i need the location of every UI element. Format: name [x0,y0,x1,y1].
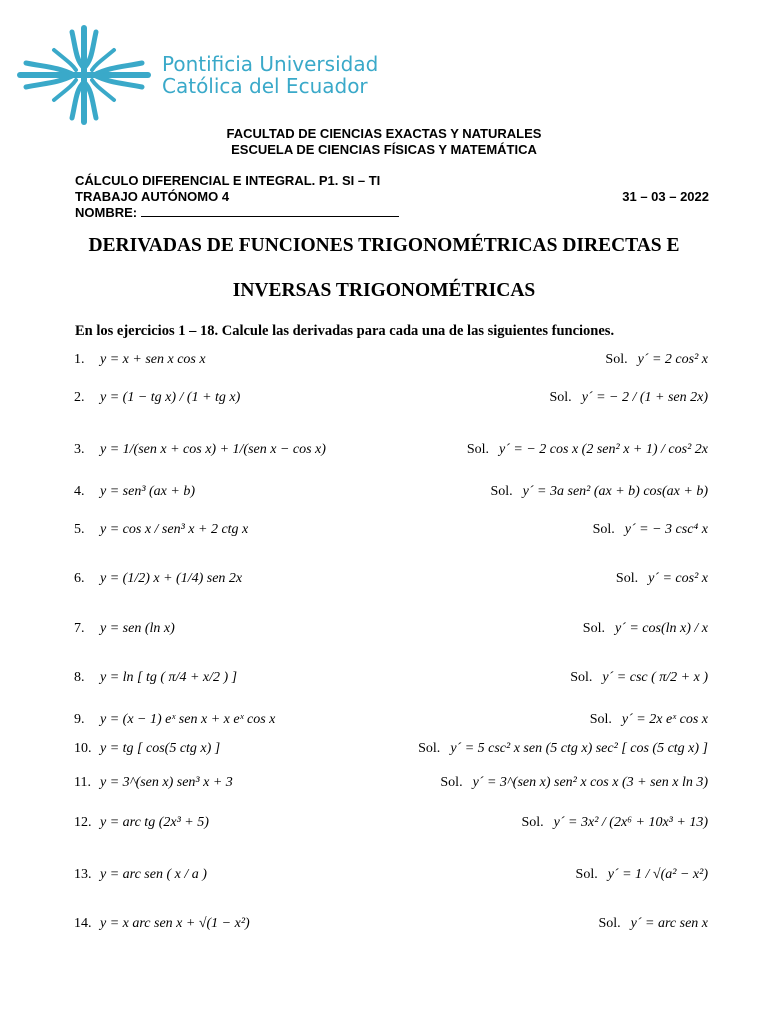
exercise-function: y = cos x / sen³ x + 2 ctg x [100,522,249,537]
exercise-function: y = (1/2) x + (1/4) sen 2x [100,571,243,586]
solution-6 [616,571,708,587]
exercise-7 [74,621,175,637]
university-logo [14,20,154,130]
solution-expression: y´ = 3^(sen x) sen² x cos x (3 + sen x ln 3) [472,775,708,790]
name-blank-line [141,204,399,217]
solution-label: Sol. [592,522,615,537]
solution-expression: y´ = 5 csc² x sen (5 ctg x) sec² [ cos (5 ctg x) ] [450,741,708,756]
solution-3 [467,442,708,458]
exercise-function: y = (1 − tg x) / (1 + tg x) [100,390,241,405]
exercise-number: 14. [74,916,92,931]
exercise-function: y = x arc sen x + √(1 − x²) [100,916,250,931]
title-line-1: DERIVADAS DE FUNCIONES TRIGONOMÉTRICAS DIRECTAS E [88,235,680,256]
exercise-function: y = ln [ tg ( π/4 + x/2 ) ] [100,670,238,685]
exercise-function: y = arc sen ( x / a ) [100,867,207,882]
solution-2 [550,390,709,406]
solution-10 [418,741,708,757]
university-line-2: Católica del Ecuador [162,74,368,98]
exercise-1 [74,352,206,368]
exercise-number: 5. [74,522,85,537]
exercise-11 [74,775,233,791]
course-line: CÁLCULO DIFERENCIAL E INTEGRAL. P1. SI – TI [75,173,381,188]
exercise-number: 8. [74,670,85,685]
solution-expression: y´ = − 2 / (1 + sen 2x) [581,390,708,405]
name-label: NOMBRE: [75,205,138,220]
solution-label: Sol. [615,571,639,586]
solution-label: Sol. [570,670,593,685]
exercise-function: y = x + sen x cos x [100,352,206,367]
exercise-9 [74,712,275,728]
exercise-number: 3. [74,442,85,457]
solution-label: Sol. [521,815,544,830]
title-line-2: INVERSAS TRIGONOMÉTRICAS [232,280,536,301]
solution-label: Sol. [466,442,490,457]
solution-label: Sol. [549,390,572,405]
exercise-function: y = 1/(sen x + cos x) + 1/(sen x − cos x) [100,442,326,457]
solution-expression: y´ = arc sen x [630,916,708,931]
exercise-6 [74,571,242,587]
exercise-number: 13. [74,867,92,882]
exercise-12 [74,815,209,831]
exercise-function: y = sen³ (ax + b) [100,484,196,499]
solution-9 [590,712,708,728]
exercise-function: y = tg [ cos(5 ctg x) ] [100,741,221,756]
solution-11 [440,775,708,791]
university-name [162,53,378,97]
solution-label: Sol. [605,352,628,367]
exercise-3 [74,442,326,458]
solution-4 [490,484,708,500]
exercise-number: 9. [74,712,85,727]
solution-label: Sol. [440,775,463,790]
solution-13 [576,867,708,883]
solution-expression: y´ = csc ( π/2 + x ) [602,670,708,685]
solution-label: Sol. [575,867,598,882]
exercise-4 [74,484,195,500]
solution-label: Sol. [589,712,612,727]
solution-expression: y´ = − 3 csc⁴ x [624,522,708,537]
exercise-8 [74,670,237,686]
exercise-function: y = (x − 1) eˣ sen x + x eˣ cos x [100,712,276,727]
solution-expression: y´ = cos² x [648,571,708,586]
exercise-number: 10. [74,741,92,756]
exercise-function: y = arc tg (2x³ + 5) [100,815,209,830]
solution-expression: y´ = 2x eˣ cos x [621,712,708,727]
assignment-line: TRABAJO AUTÓNOMO 4 [75,189,230,204]
solution-5 [593,522,708,538]
faculty-line: FACULTAD DE CIENCIAS EXACTAS Y NATURALES [226,126,542,141]
solution-label: Sol. [598,916,621,931]
exercise-number: 2. [74,390,85,405]
exercise-10 [74,741,220,757]
solution-1 [605,352,708,368]
exercise-function: y = sen (ln x) [100,621,175,636]
exercise-14 [74,916,250,932]
exercise-2 [74,390,240,406]
solution-label: Sol. [490,484,513,499]
solution-expression: y´ = cos(ln x) / x [614,621,708,636]
exercise-number: 4. [74,484,85,499]
exercise-number: 1. [74,352,85,367]
exercise-function: y = 3^(sen x) sen³ x + 3 [100,775,233,790]
school-line: ESCUELA DE CIENCIAS FÍSICAS Y MATEMÁTICA [231,142,537,157]
exercise-number: 7. [74,621,85,636]
solution-expression: y´ = − 2 cos x (2 sen² x + 1) / cos² 2x [499,442,708,457]
solution-expression: y´ = 1 / √(a² − x²) [607,867,708,882]
university-line-1: Pontificia Universidad [162,52,379,76]
solution-expression: y´ = 2 cos² x [637,352,708,367]
solution-8 [570,670,708,686]
exercise-number: 6. [74,571,85,586]
solution-expression: y´ = 3a sen² (ax + b) cos(ax + b) [522,484,708,499]
exercise-number: 11. [74,775,91,790]
solution-label: Sol. [418,741,441,756]
name-row [75,204,399,220]
solution-label: Sol. [582,621,605,636]
solution-expression: y´ = 3x² / (2x⁶ + 10x³ + 13) [553,815,708,830]
solution-12 [521,815,708,831]
solution-14 [598,916,708,932]
exercise-5 [74,522,248,538]
exercise-number: 12. [74,815,92,830]
date-line: 31 – 03 – 2022 [622,189,709,204]
solution-7 [583,621,708,637]
exercise-13 [74,867,207,883]
instructions: En los ejercicios 1 – 18. Calcule las derivadas para cada una de las siguientes funciones. [75,323,615,339]
